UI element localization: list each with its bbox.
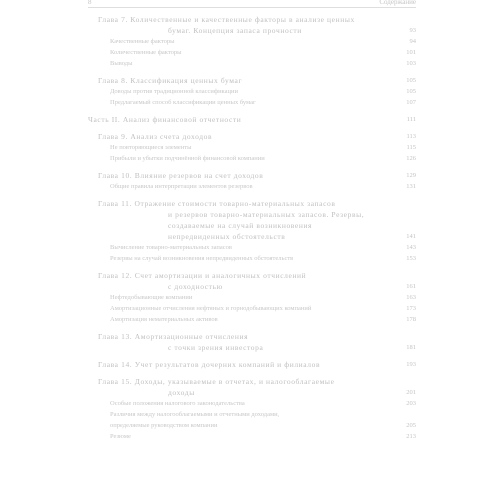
toc-entry-page: 143: [406, 244, 416, 251]
toc-entry-title: бумаг. Концепция запаса прочности: [168, 26, 302, 35]
toc-entry-title: Глава 13. Амортизационные отчисления: [98, 332, 249, 341]
page-header: [0, 0, 500, 10]
toc-entry-title: Доводы против традиционной классификации: [110, 88, 238, 95]
toc-entry-title: Нефтедобывающие компании: [110, 294, 193, 301]
toc-entry-page: 213: [406, 433, 416, 440]
header-rule: [88, 7, 416, 8]
toc-entry-page: 105: [406, 88, 416, 95]
toc-entry-page: 111: [406, 116, 416, 123]
toc-entry-page: 203: [406, 400, 416, 407]
toc-chapter: [88, 376, 416, 387]
toc-entry-title: Особые положения налогового законодательства: [110, 400, 245, 407]
toc-continuation: [88, 387, 416, 398]
toc-entry-title: Глава 11. Отражение стоимости товарно-материальных запасов: [98, 199, 336, 208]
toc-section: [88, 398, 416, 409]
toc-chapter: [88, 198, 416, 209]
toc-part: [88, 114, 416, 125]
toc-entry-page: 93: [409, 27, 416, 34]
toc-chapter: [88, 359, 416, 370]
toc-section: [88, 86, 416, 97]
toc-entry-page: 178: [406, 316, 416, 323]
toc-entry-title: Количественные факторы: [110, 49, 182, 56]
toc-entry-title: непредвиденных обстоятельств: [168, 232, 286, 241]
toc-entry-title: доходы: [168, 388, 195, 397]
toc-chapter: [88, 170, 416, 181]
toc-continuation: [88, 231, 416, 242]
toc-section: [88, 409, 416, 420]
toc-entry-page: 107: [406, 99, 416, 106]
toc-section: [88, 36, 416, 47]
toc-entry-title: Не повторяющиеся элементы: [110, 144, 192, 151]
table-of-contents: [88, 14, 416, 442]
toc-entry-page: 201: [406, 389, 416, 396]
toc-section: [88, 314, 416, 325]
toc-section: [88, 242, 416, 253]
toc-entry-title: Глава 8. Классификация ценных бумаг: [98, 76, 243, 85]
toc-entry-title: Часть II. Анализ финансовой отчетности: [88, 115, 242, 124]
toc-entry-page: 181: [406, 344, 416, 351]
toc-entry-title: Амортизационные отчисления нефтяных и горнодобывающих компаний: [110, 305, 312, 312]
toc-section: [88, 97, 416, 108]
toc-entry-title: Резервы на случай возникновения непредвиденных обстоятельств: [110, 255, 294, 262]
toc-entry-page: 101: [406, 49, 416, 56]
toc-entry-page: 205: [406, 422, 416, 429]
toc-section: [88, 58, 416, 69]
page-number: 8: [88, 0, 92, 6]
toc-entry-page: 153: [406, 255, 416, 262]
toc-entry-page: 129: [406, 172, 416, 179]
toc-continuation: [88, 342, 416, 353]
toc-entry-title: Качественные факторы: [110, 38, 175, 45]
toc-entry-title: Глава 12. Счет амортизации и аналогичных отчислений: [98, 271, 307, 280]
toc-entry-title: Амортизация нематериальных активов: [110, 316, 218, 323]
toc-entry-page: 173: [406, 305, 416, 312]
toc-continuation: [88, 25, 416, 36]
toc-section: [88, 292, 416, 303]
toc-entry-title: Различия между налогооблагаемыми и отчетными доходами,: [110, 411, 280, 418]
toc-entry-title: Резюме: [110, 433, 131, 440]
toc-section: [88, 431, 416, 442]
toc-entry-title: создаваемые на случай возникновения: [168, 221, 313, 230]
toc-entry-page: 105: [406, 77, 416, 84]
toc-entry-title: и резервов товарно-материальных запасов. Резервы,: [168, 210, 365, 219]
toc-entry-page: 141: [406, 233, 416, 240]
toc-chapter: [88, 75, 416, 86]
toc-continuation: [88, 220, 416, 231]
toc-entry-title: Выводы: [110, 60, 133, 67]
toc-entry-page: 161: [406, 283, 416, 290]
toc-chapter: [88, 270, 416, 281]
toc-continuation: [88, 209, 416, 220]
toc-entry-page: 126: [406, 155, 416, 162]
toc-entry-title: Глава 10. Влияние резервов на счет доходов: [98, 171, 264, 180]
toc-entry-title: Глава 14. Учет результатов дочерних компаний и филиалов: [98, 360, 321, 369]
toc-entry-page: 103: [406, 60, 416, 67]
toc-section: [88, 253, 416, 264]
toc-entry-title: Глава 9. Анализ счета доходов: [98, 132, 213, 141]
toc-chapter: [88, 331, 416, 342]
toc-entry-page: 115: [406, 144, 416, 151]
toc-section: [88, 47, 416, 58]
toc-entry-page: 193: [406, 361, 416, 368]
toc-entry-title: Вычисление товарно-материальных запасов: [110, 244, 232, 251]
toc-section: [88, 153, 416, 164]
running-title: Содержание: [379, 0, 416, 6]
toc-entry-title: Прибыли и убытки подчинённой финансовой компании: [110, 155, 265, 162]
toc-continuation: [88, 420, 416, 431]
toc-entry-title: Общие правила интерпретации элементов резервов: [110, 183, 253, 190]
toc-section: [88, 303, 416, 314]
toc-section: [88, 181, 416, 192]
toc-continuation: [88, 281, 416, 292]
toc-chapter: [88, 14, 416, 25]
toc-entry-title: Глава 7. Количественные и качественные факторы в анализе ценных: [98, 15, 355, 24]
toc-section: [88, 142, 416, 153]
toc-entry-page: 113: [406, 133, 416, 140]
toc-entry-title: Предлагаемый способ классификации ценных бумаг: [110, 99, 256, 106]
toc-entry-title: определяемые руководством компании: [110, 422, 218, 429]
toc-entry-page: 94: [409, 38, 416, 45]
toc-entry-page: 131: [406, 183, 416, 190]
toc-chapter: [88, 131, 416, 142]
toc-entry-page: 163: [406, 294, 416, 301]
toc-entry-title: Глава 15. Доходы, указываемые в отчетах, и налогооблагаемые: [98, 377, 335, 386]
toc-entry-title: с доходностью: [168, 282, 223, 291]
toc-entry-title: с точки зрения инвестора: [168, 343, 264, 352]
